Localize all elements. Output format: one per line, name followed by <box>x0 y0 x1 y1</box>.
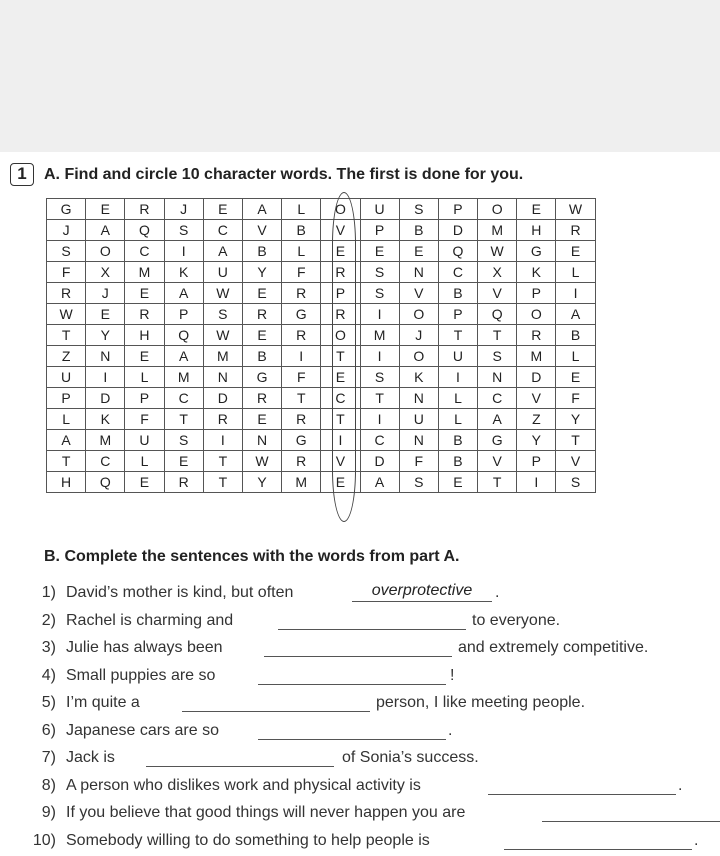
sentence-text-before: Rachel is charming and <box>66 612 234 629</box>
grid-cell[interactable]: J <box>164 199 203 220</box>
grid-cell[interactable]: C <box>164 388 203 409</box>
answer-blank[interactable] <box>182 694 370 712</box>
sample-answer: overprotective <box>371 582 473 599</box>
grid-cell[interactable]: K <box>399 367 438 388</box>
part-b-heading: B. Complete the sentences with the words from part A. <box>44 548 460 565</box>
sentence-number: 3) <box>41 639 56 656</box>
answer-blank[interactable] <box>258 667 446 685</box>
answer-blank[interactable] <box>146 749 334 767</box>
grid-cell[interactable]: N <box>86 346 125 367</box>
grid-row <box>47 451 596 472</box>
grid-cell[interactable]: U <box>399 409 438 430</box>
grid-cell[interactable]: E <box>517 199 556 220</box>
sentence-5 <box>20 694 720 716</box>
grid-cell[interactable]: T <box>164 409 203 430</box>
grid-cell[interactable]: C <box>438 262 477 283</box>
grid-row <box>47 409 596 430</box>
grid-cell[interactable]: R <box>282 283 321 304</box>
grid-cell[interactable]: W <box>203 283 242 304</box>
grid-cell[interactable]: F <box>399 451 438 472</box>
sentence-text-after: . <box>448 722 453 739</box>
grid-cell[interactable]: N <box>399 388 438 409</box>
grid-cell[interactable]: T <box>478 325 517 346</box>
grid-row <box>47 430 596 451</box>
grid-cell[interactable]: P <box>438 304 477 325</box>
sentence-text-before: If you believe that good things will never happen you are <box>66 804 466 821</box>
sentence-text-after: . <box>495 584 500 601</box>
grid-row <box>47 304 596 325</box>
grid-cell[interactable]: M <box>360 325 399 346</box>
grid-cell[interactable]: E <box>321 241 360 262</box>
grid-cell[interactable]: R <box>164 472 203 493</box>
grid-cell[interactable]: A <box>164 346 203 367</box>
grid-cell[interactable]: S <box>478 346 517 367</box>
grid-cell[interactable]: I <box>360 304 399 325</box>
grid-cell[interactable]: D <box>438 220 477 241</box>
grid-cell[interactable]: Q <box>125 220 164 241</box>
sentence-text-before: Small puppies are so <box>66 667 216 684</box>
sentence-text-after: to everyone. <box>472 612 561 629</box>
grid-row <box>47 346 596 367</box>
grid-row <box>47 241 596 262</box>
grid-cell[interactable]: S <box>399 199 438 220</box>
grid-cell[interactable]: S <box>164 220 203 241</box>
sentence-number: 5) <box>41 694 56 711</box>
grid-cell[interactable]: V <box>242 220 281 241</box>
grid-cell[interactable]: V <box>478 451 517 472</box>
grid-cell[interactable]: N <box>242 430 281 451</box>
sentence-4 <box>20 667 720 689</box>
sentence-9 <box>20 804 720 826</box>
grid-cell[interactable]: T <box>556 430 595 451</box>
grid-cell[interactable]: M <box>478 220 517 241</box>
grid-cell[interactable]: E <box>360 241 399 262</box>
grid-cell[interactable]: L <box>438 388 477 409</box>
grid-cell[interactable]: V <box>478 283 517 304</box>
grid-cell[interactable]: E <box>321 472 360 493</box>
sentence-number: 4) <box>41 667 56 684</box>
grid-cell[interactable]: P <box>438 199 477 220</box>
grid-cell[interactable]: W <box>47 304 86 325</box>
grid-cell[interactable]: M <box>164 367 203 388</box>
grid-cell[interactable]: V <box>517 388 556 409</box>
sentence-text-before: Somebody willing to do something to help people is <box>66 832 430 849</box>
grid-cell[interactable]: E <box>86 199 125 220</box>
grid-cell[interactable]: E <box>556 367 595 388</box>
grid-cell[interactable]: A <box>242 199 281 220</box>
grid-cell[interactable]: E <box>242 325 281 346</box>
grid-cell[interactable]: X <box>478 262 517 283</box>
grid-cell[interactable]: R <box>242 304 281 325</box>
sentence-text-before: I’m quite a <box>66 694 140 711</box>
sentence-number: 10) <box>32 832 56 849</box>
grid-cell[interactable]: T <box>203 472 242 493</box>
grid-cell[interactable]: Y <box>86 325 125 346</box>
grid-cell[interactable]: L <box>556 346 595 367</box>
grid-cell[interactable]: I <box>86 367 125 388</box>
sentence-text-after: and extremely competitive. <box>458 639 649 656</box>
grid-cell[interactable]: A <box>478 409 517 430</box>
sentence-text-after: ! <box>450 667 455 684</box>
grid-cell[interactable]: R <box>556 220 595 241</box>
grid-cell[interactable]: L <box>125 451 164 472</box>
grid-cell[interactable]: F <box>125 409 164 430</box>
grid-cell[interactable]: E <box>164 451 203 472</box>
grid-cell[interactable]: K <box>164 262 203 283</box>
grid-cell[interactable]: L <box>438 409 477 430</box>
grid-cell[interactable]: J <box>399 325 438 346</box>
grid-cell[interactable]: Q <box>164 325 203 346</box>
answer-blank[interactable] <box>278 612 466 630</box>
grid-cell[interactable]: O <box>399 304 438 325</box>
grid-cell[interactable]: S <box>164 430 203 451</box>
grid-cell[interactable]: L <box>282 199 321 220</box>
grid-cell[interactable]: T <box>203 451 242 472</box>
grid-cell[interactable]: F <box>47 262 86 283</box>
grid-cell[interactable]: E <box>556 241 595 262</box>
grid-cell[interactable]: T <box>321 409 360 430</box>
grid-cell[interactable]: P <box>517 283 556 304</box>
grid-cell[interactable]: Q <box>438 241 477 262</box>
sentence-2 <box>20 612 720 634</box>
grid-cell[interactable]: O <box>321 325 360 346</box>
sentence-text-before: Jack is <box>66 749 115 766</box>
grid-cell[interactable]: J <box>47 220 86 241</box>
grid-row <box>47 283 596 304</box>
grid-cell[interactable]: R <box>125 199 164 220</box>
grid-cell[interactable]: G <box>478 430 517 451</box>
grid-cell[interactable]: E <box>399 241 438 262</box>
grid-cell[interactable]: R <box>203 409 242 430</box>
sentence-number: 8) <box>41 777 56 794</box>
grid-cell[interactable]: P <box>164 304 203 325</box>
grid-cell[interactable]: I <box>360 346 399 367</box>
answer-blank[interactable] <box>504 832 692 850</box>
sentence-text-before: A person who dislikes work and physical activity is <box>66 777 421 794</box>
grid-cell[interactable]: S <box>47 241 86 262</box>
sentence-number: 9) <box>41 804 56 821</box>
grid-cell[interactable]: I <box>164 241 203 262</box>
grid-cell[interactable]: R <box>321 304 360 325</box>
grid-cell[interactable]: R <box>125 304 164 325</box>
exercise-number-box: 1 <box>10 163 34 186</box>
grid-cell[interactable]: C <box>86 451 125 472</box>
grid-cell[interactable]: M <box>86 430 125 451</box>
grid-cell[interactable]: S <box>556 472 595 493</box>
grid-cell[interactable]: A <box>86 220 125 241</box>
grid-cell[interactable]: C <box>203 220 242 241</box>
grid-cell[interactable]: H <box>47 472 86 493</box>
grid-cell[interactable]: O <box>478 199 517 220</box>
grid-cell[interactable]: S <box>360 367 399 388</box>
grid-cell[interactable]: I <box>203 430 242 451</box>
grid-cell[interactable]: S <box>399 472 438 493</box>
grid-cell[interactable]: B <box>438 451 477 472</box>
sentence-number: 6) <box>41 722 56 739</box>
sentence-number: 1) <box>41 584 56 601</box>
grid-cell[interactable]: E <box>125 346 164 367</box>
grid-cell[interactable]: O <box>321 199 360 220</box>
sentence-text-after: person, I like meeting people. <box>376 694 586 711</box>
grid-cell[interactable]: U <box>203 262 242 283</box>
grid-cell[interactable]: J <box>86 283 125 304</box>
grid-cell[interactable]: A <box>203 241 242 262</box>
part-a-heading: A. Find and circle 10 character words. The first is done for you. <box>44 166 524 183</box>
grid-cell[interactable]: N <box>203 367 242 388</box>
grid-cell[interactable]: S <box>203 304 242 325</box>
top-blank-band <box>0 0 720 152</box>
sentence-7 <box>20 749 720 771</box>
grid-cell[interactable]: B <box>438 430 477 451</box>
grid-cell[interactable]: D <box>517 367 556 388</box>
grid-cell[interactable]: V <box>399 283 438 304</box>
sentence-text-after: . <box>694 832 699 849</box>
grid-cell[interactable]: I <box>360 409 399 430</box>
grid-cell[interactable]: C <box>321 388 360 409</box>
grid-cell[interactable]: B <box>556 325 595 346</box>
grid-cell[interactable]: A <box>164 283 203 304</box>
grid-cell[interactable]: Y <box>242 472 281 493</box>
grid-cell[interactable]: M <box>282 472 321 493</box>
grid-cell[interactable]: U <box>125 430 164 451</box>
grid-cell[interactable]: R <box>282 451 321 472</box>
grid-cell[interactable]: B <box>242 241 281 262</box>
grid-cell[interactable]: Y <box>556 409 595 430</box>
grid-cell[interactable]: F <box>282 262 321 283</box>
grid-cell[interactable]: X <box>86 262 125 283</box>
grid-cell[interactable]: N <box>478 367 517 388</box>
grid-cell[interactable]: P <box>360 220 399 241</box>
grid-cell[interactable]: C <box>125 241 164 262</box>
answer-blank[interactable] <box>264 639 452 657</box>
grid-cell[interactable]: U <box>360 199 399 220</box>
grid-cell[interactable]: D <box>360 451 399 472</box>
grid-cell[interactable]: G <box>282 304 321 325</box>
grid-cell[interactable]: H <box>125 325 164 346</box>
grid-cell[interactable]: G <box>282 430 321 451</box>
grid-cell[interactable]: E <box>242 283 281 304</box>
sentence-1 <box>20 584 720 606</box>
sentence-number: 7) <box>41 749 56 766</box>
grid-cell[interactable]: P <box>321 283 360 304</box>
grid-cell[interactable]: K <box>517 262 556 283</box>
grid-cell[interactable]: E <box>125 472 164 493</box>
grid-cell[interactable]: K <box>86 409 125 430</box>
grid-cell[interactable]: V <box>321 451 360 472</box>
grid-cell[interactable]: O <box>86 241 125 262</box>
grid-cell[interactable]: V <box>321 220 360 241</box>
grid-cell[interactable]: U <box>438 346 477 367</box>
grid-cell[interactable]: T <box>321 346 360 367</box>
grid-cell[interactable]: D <box>203 388 242 409</box>
grid-cell[interactable]: E <box>321 367 360 388</box>
grid-cell[interactable]: T <box>282 388 321 409</box>
grid-cell[interactable]: I <box>282 346 321 367</box>
sentence-text-before: David’s mother is kind, but often <box>66 584 294 601</box>
grid-cell[interactable]: L <box>556 262 595 283</box>
grid-cell[interactable]: W <box>478 241 517 262</box>
grid-cell[interactable]: A <box>47 430 86 451</box>
grid-row <box>47 367 596 388</box>
grid-cell[interactable]: P <box>47 388 86 409</box>
sentence-8 <box>20 777 720 799</box>
grid-cell[interactable]: F <box>282 367 321 388</box>
grid-cell[interactable]: A <box>360 472 399 493</box>
grid-cell[interactable]: E <box>86 304 125 325</box>
grid-cell[interactable]: I <box>438 367 477 388</box>
grid-row <box>47 472 596 493</box>
grid-cell[interactable]: R <box>282 409 321 430</box>
grid-cell[interactable]: B <box>399 220 438 241</box>
grid-cell[interactable]: W <box>203 325 242 346</box>
grid-cell[interactable]: M <box>517 346 556 367</box>
grid-cell[interactable]: P <box>125 388 164 409</box>
grid-cell[interactable]: T <box>360 388 399 409</box>
grid-cell[interactable]: W <box>242 451 281 472</box>
sentence-number: 2) <box>41 612 56 629</box>
grid-cell[interactable]: R <box>321 262 360 283</box>
grid-cell[interactable]: V <box>556 451 595 472</box>
grid-cell[interactable]: S <box>360 262 399 283</box>
grid-cell[interactable]: G <box>242 367 281 388</box>
grid-cell[interactable]: E <box>125 283 164 304</box>
grid-cell[interactable]: B <box>282 220 321 241</box>
sentence-text-after: . <box>678 777 683 794</box>
sentence-text-before: Japanese cars are so <box>66 722 219 739</box>
sentence-3 <box>20 639 720 661</box>
grid-row <box>47 220 596 241</box>
grid-cell[interactable]: A <box>556 304 595 325</box>
grid-row <box>47 325 596 346</box>
grid-cell[interactable]: M <box>203 346 242 367</box>
grid-cell[interactable]: B <box>242 346 281 367</box>
grid-cell[interactable]: L <box>125 367 164 388</box>
grid-cell[interactable]: E <box>242 409 281 430</box>
grid-cell[interactable]: C <box>478 388 517 409</box>
circled-word-oval <box>332 192 356 522</box>
grid-cell[interactable]: R <box>517 325 556 346</box>
grid-cell[interactable]: Z <box>47 346 86 367</box>
grid-cell[interactable]: R <box>282 325 321 346</box>
grid-cell[interactable]: M <box>125 262 164 283</box>
grid-cell[interactable]: Y <box>242 262 281 283</box>
answer-blank[interactable] <box>542 804 720 822</box>
grid-cell[interactable]: B <box>438 283 477 304</box>
grid-cell[interactable]: G <box>47 199 86 220</box>
grid-cell[interactable]: T <box>47 325 86 346</box>
grid-cell[interactable]: T <box>478 472 517 493</box>
grid-row <box>47 388 596 409</box>
grid-cell[interactable]: T <box>47 451 86 472</box>
grid-cell[interactable]: L <box>282 241 321 262</box>
grid-cell[interactable]: I <box>556 283 595 304</box>
grid-cell[interactable]: N <box>399 262 438 283</box>
grid-cell[interactable]: G <box>517 241 556 262</box>
grid-cell[interactable]: I <box>321 430 360 451</box>
sentence-text-after: of Sonia’s success. <box>342 749 479 766</box>
grid-cell[interactable]: D <box>86 388 125 409</box>
grid-cell[interactable]: R <box>242 388 281 409</box>
grid-cell[interactable]: N <box>399 430 438 451</box>
grid-cell[interactable]: E <box>438 472 477 493</box>
grid-cell[interactable]: S <box>360 283 399 304</box>
sentence-6 <box>20 722 720 744</box>
grid-cell[interactable]: W <box>556 199 595 220</box>
grid-cell[interactable]: O <box>517 304 556 325</box>
grid-row <box>47 262 596 283</box>
word-search-grid <box>46 198 596 493</box>
grid-cell[interactable]: L <box>47 409 86 430</box>
grid-cell[interactable]: I <box>517 472 556 493</box>
grid-cell[interactable]: Z <box>517 409 556 430</box>
grid-cell[interactable]: U <box>47 367 86 388</box>
grid-cell[interactable]: T <box>438 325 477 346</box>
answer-blank[interactable] <box>488 777 676 795</box>
grid-cell[interactable]: E <box>203 199 242 220</box>
grid-cell[interactable]: C <box>360 430 399 451</box>
grid-cell[interactable]: O <box>399 346 438 367</box>
grid-cell[interactable]: Y <box>517 430 556 451</box>
sentence-10 <box>20 832 720 854</box>
sentence-text-before: Julie has always been <box>66 639 223 656</box>
grid-cell[interactable]: H <box>517 220 556 241</box>
grid-cell[interactable]: R <box>47 283 86 304</box>
grid-cell[interactable]: P <box>517 451 556 472</box>
grid-cell[interactable]: Q <box>478 304 517 325</box>
grid-cell[interactable]: F <box>556 388 595 409</box>
grid-cell[interactable]: Q <box>86 472 125 493</box>
answer-blank[interactable] <box>258 722 446 740</box>
grid-row <box>47 199 596 220</box>
